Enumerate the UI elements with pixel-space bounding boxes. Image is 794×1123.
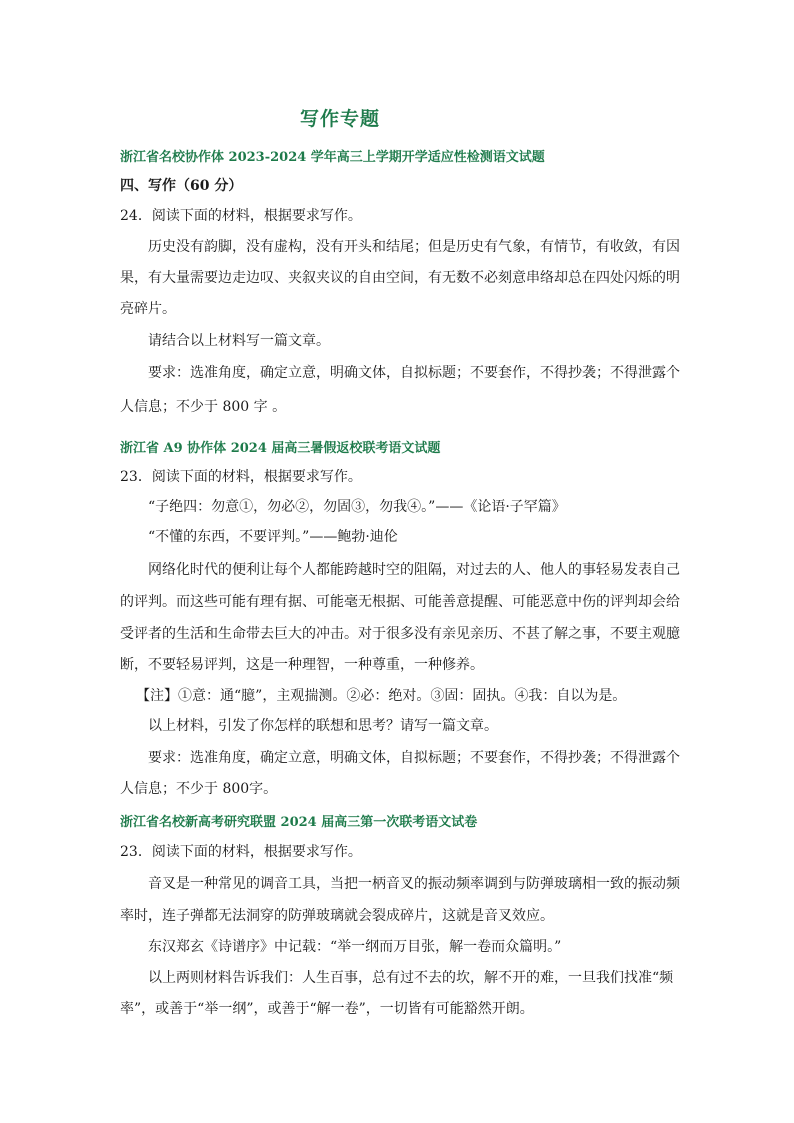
section3-paragraph-line: 率”，或善于“举一纲”，或善于“解一卷”，一切皆有可能豁然开朗。 [120,1001,534,1017]
section1-paragraph-line: 历史没有韵脚，没有虚构，没有开头和结尾；但是历史有气象，有情节，有收敛，有因 [148,239,680,255]
section1-paragraph-line: 亮碎片。 [120,301,176,317]
section1-requirement-line: 人信息；不少于 800 字 。 [120,399,287,415]
section1-requirement-line: 要求：选准角度，确定立意，明确文体，自拟标题；不要套作，不得抄袭；不得泄露个 [148,365,680,381]
section3-source: 浙江省名校新高考研究联盟 2024 届高三第一次联考语文试卷 [120,815,478,830]
section3-paragraph: 东汉郑玄《诗谱序》中记载：“举一纲而万目张，解一卷而众篇明。” [148,939,562,955]
section1-question: 24．阅读下面的材料，根据要求写作。 [120,208,362,224]
section2-paragraph-line: 受评者的生活和生命带去巨大的冲击。对于很多没有亲见亲历、不甚了解之事，不要主观臆 [120,626,680,642]
section2-quote: “子绝四：勿意①，勿必②，勿固③，勿我④。”——《论语·子罕篇》 [148,499,566,515]
section2-source: 浙江省 A9 协作体 2024 届高三暑假返校联考语文试题 [120,441,441,456]
section2-quote: “不懂的东西，不要评判。”——鲍勃·迪伦 [148,529,398,545]
section2-requirement-line: 要求：选准角度，确定立意，明确文体，自拟标题；不要套作，不得抄袭；不得泄露个 [148,750,680,766]
section2-requirement-line: 人信息；不少于 800字。 [120,781,278,797]
section2-prompt: 以上材料，引发了你怎样的联想和思考？请写一篇文章。 [148,718,498,734]
section2-paragraph-line: 的评判。而这些可能有理有据、可能毫无根据、可能善意提醒、可能恶意中伤的评判却会给 [120,594,680,610]
section3-paragraph-line: 率时，连子弹都无法洞穿的防弹玻璃就会裂成碎片，这就是音叉效应。 [120,908,554,924]
section1-prompt: 请结合以上材料写一篇文章。 [148,333,330,349]
section2-paragraph-line: 网络化时代的便利让每个人都能跨越时空的阻隔，对过去的人、他人的事轻易发表自己 [148,562,680,578]
section2-question: 23．阅读下面的材料，根据要求写作。 [120,469,362,485]
page-title: 写作专题 [299,108,380,130]
section1-paragraph-line: 果，有大量需要边走边叹、夹叙夹议的自由空间，有无数不必刻意串络却总在四处闪烁的明 [120,270,680,286]
section3-paragraph-line: 以上两则材料告诉我们：人生百事，总有过不去的坎，解不开的难，一旦我们找准“频 [148,970,674,986]
section3-question: 23．阅读下面的材料，根据要求写作。 [120,844,362,860]
section2-paragraph-line: 断，不要轻易评判，这是一种理智，一种尊重，一种修养。 [120,657,484,673]
section2-note: 【注】①意：通“臆”，主观揣测。②必：绝对。③固：固执。④我：自以为是。 [136,688,627,704]
section1-heading: 四、写作（60 分） [120,178,243,194]
section1-source: 浙江省名校协作体 2023-2024 学年高三上学期开学适应性检测语文试题 [120,150,545,165]
section3-paragraph-line: 音叉是一种常见的调音工具，当把一柄音叉的振动频率调到与防弹玻璃相一致的振动频 [148,876,680,892]
